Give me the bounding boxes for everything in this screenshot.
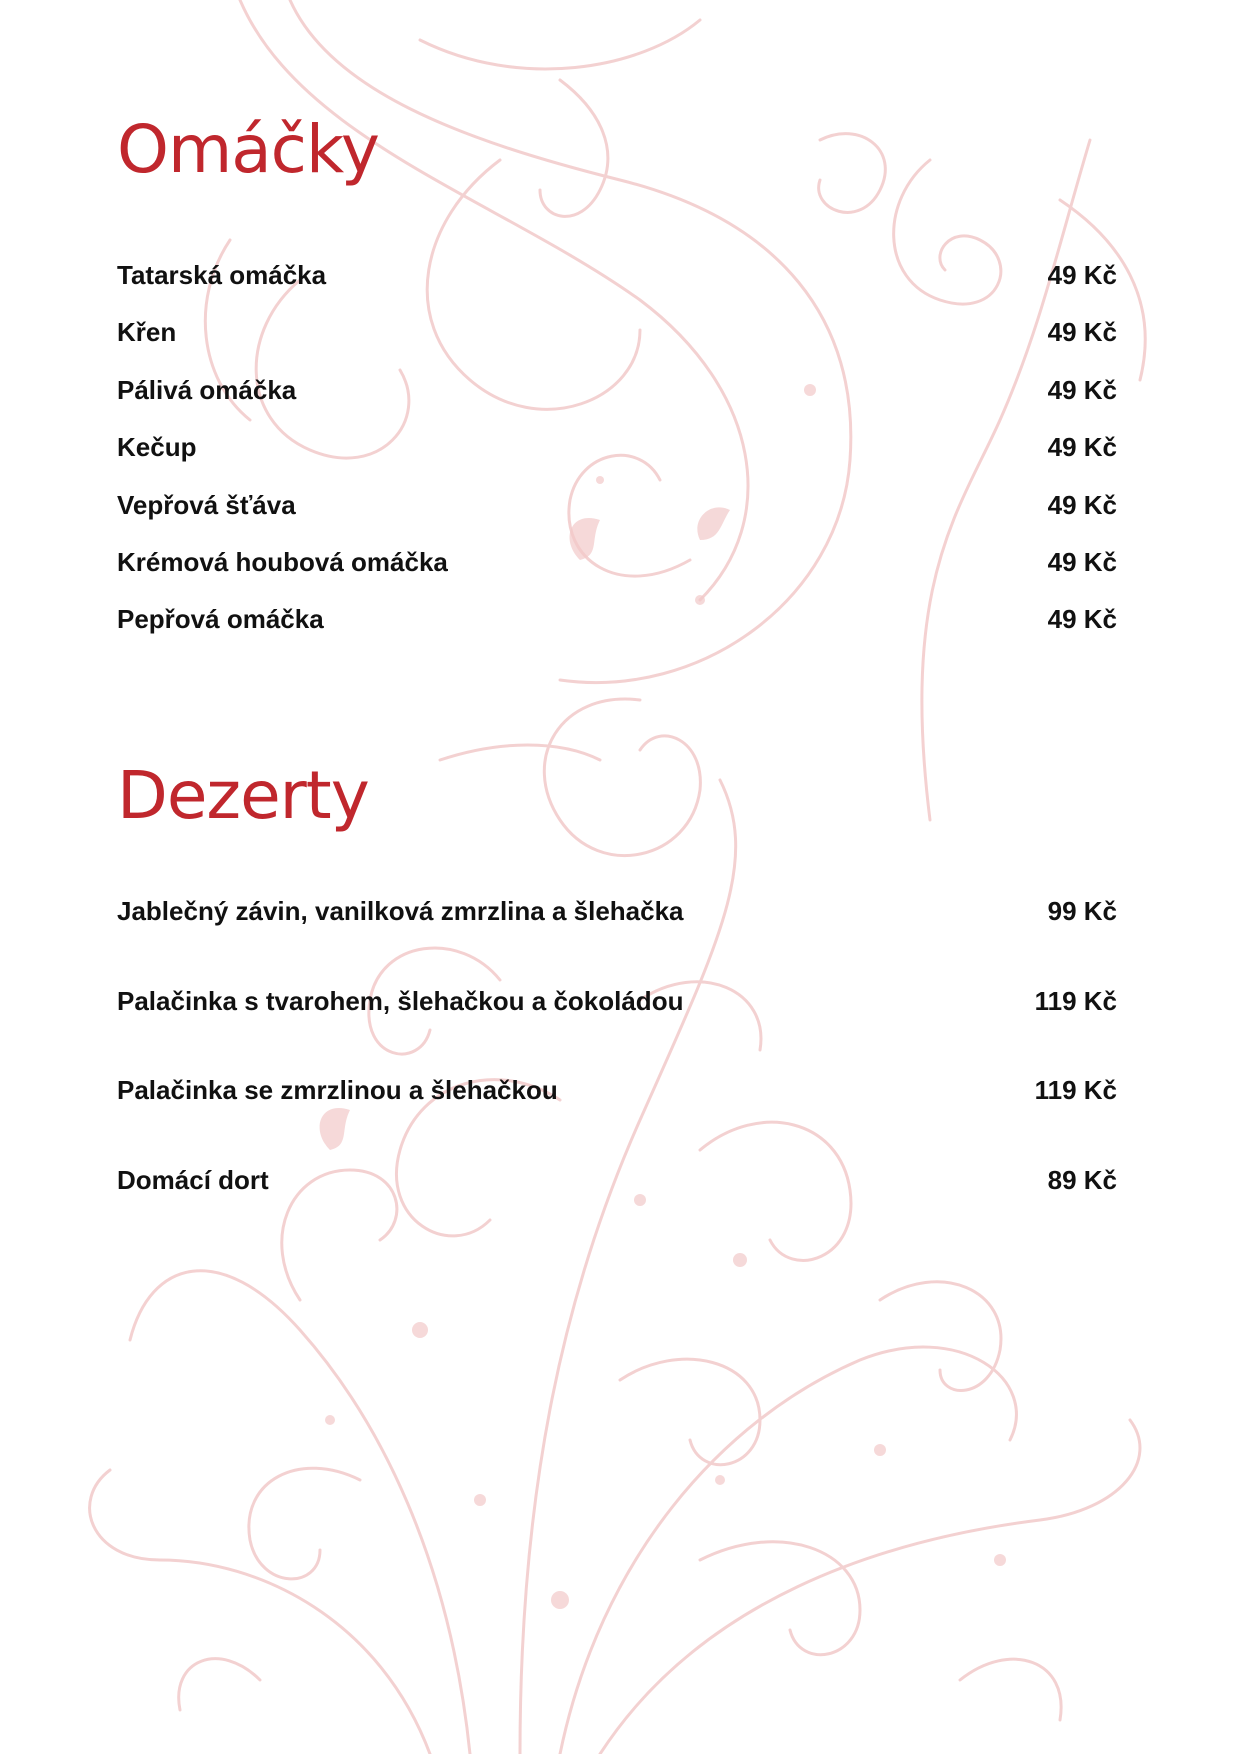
item-price: 49 Kč <box>1047 489 1117 520</box>
item-price: 49 Kč <box>1047 317 1117 348</box>
item-price: 49 Kč <box>1047 374 1117 405</box>
menu-item <box>117 534 1117 591</box>
section-title-desserts: Dezerty <box>117 757 369 834</box>
menu-item <box>117 477 1117 534</box>
item-price: 119 Kč <box>1034 985 1117 1016</box>
item-name: Pepřová omáčka <box>117 604 324 635</box>
menu-item <box>117 419 1117 476</box>
menu-item <box>117 362 1117 419</box>
item-price: 49 Kč <box>1047 604 1117 635</box>
item-name: Krémová houbová omáčka <box>117 546 448 577</box>
item-price: 99 Kč <box>1047 896 1117 926</box>
menu-item <box>117 247 1117 304</box>
item-name: Pálivá omáčka <box>117 374 297 405</box>
item-price: 49 Kč <box>1047 546 1117 577</box>
item-name: Palačinka s tvarohem, šlehačkou a čokoládou <box>117 985 684 1016</box>
menu-item <box>117 1136 1117 1226</box>
section-title-sauces: Omáčky <box>117 111 379 188</box>
menu-item <box>117 591 1117 648</box>
menu-item <box>117 957 1117 1047</box>
item-name: Jablečný závin, vanilková zmrzlina a šlehačka <box>117 896 684 926</box>
item-name: Křen <box>117 317 177 348</box>
item-price: 49 Kč <box>1047 432 1117 463</box>
item-name: Domácí dort <box>117 1164 269 1195</box>
item-price: 119 Kč <box>1034 1075 1117 1105</box>
item-name: Tatarská omáčka <box>117 260 327 290</box>
menu-item <box>117 304 1117 361</box>
desserts-list <box>117 867 1117 1225</box>
item-price: 49 Kč <box>1047 260 1117 290</box>
item-name: Vepřová šťáva <box>117 489 296 520</box>
menu-item <box>117 1046 1117 1136</box>
item-name: Kečup <box>117 432 197 463</box>
item-name: Palačinka se zmrzlinou a šlehačkou <box>117 1075 558 1105</box>
item-price: 89 Kč <box>1047 1164 1117 1195</box>
sauces-list <box>117 247 1117 649</box>
menu-item <box>117 867 1117 957</box>
